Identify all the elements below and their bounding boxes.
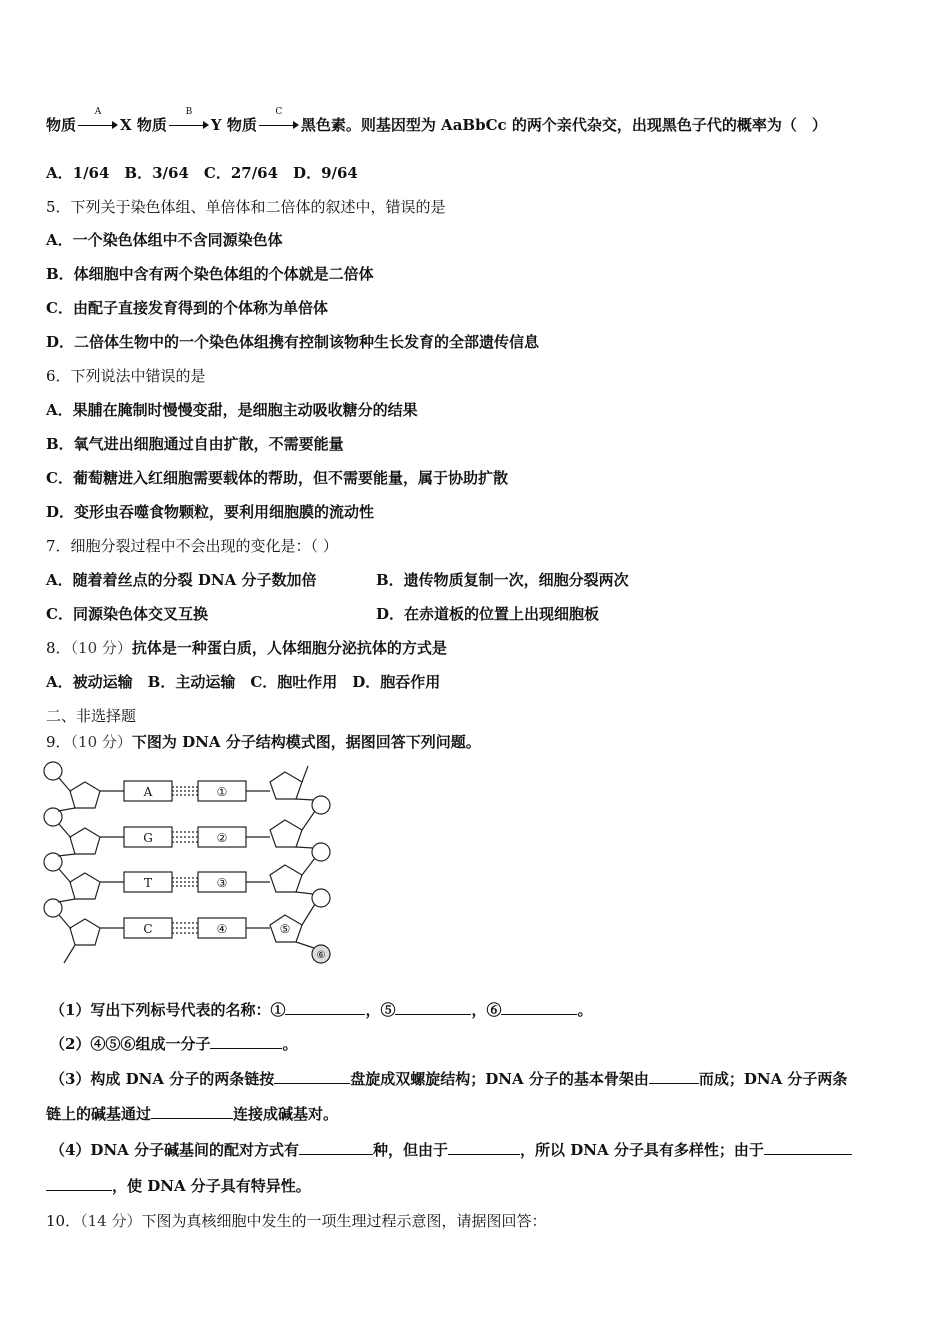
q9-part-3-cont <box>46 1103 338 1124</box>
q7-option-a: A．随着着丝点的分裂 DNA 分子数加倍 <box>46 571 317 589</box>
q4-text-3: Y 物质 <box>210 116 257 134</box>
answer-blank[interactable] <box>764 1140 852 1155</box>
left-sugar-1 <box>70 782 100 808</box>
answer-blank[interactable] <box>299 1140 373 1155</box>
q7-option-c: C．同源染色体交叉互换 <box>46 605 208 623</box>
q8-stem: 抗体是一种蛋白质，人体细胞分泌抗体的方式是 <box>131 639 447 657</box>
q6-option-b: B．氧气进出细胞通过自由扩散，不需要能量 <box>46 435 344 453</box>
q5-option-d: D．二倍体生物中的一个染色体组携有控制该物种生长发育的全部遗传信息 <box>46 333 540 351</box>
label-1: ① <box>216 785 228 799</box>
label-4: ④ <box>216 922 228 936</box>
q9-number: 9． <box>46 733 71 751</box>
q9-part-2 <box>50 1033 297 1054</box>
arrow-b-label: B <box>185 107 193 117</box>
q10-stem: 下图为真核细胞中发生的一项生理过程示意图，请据图回答： <box>141 1212 547 1230</box>
arrow-c-label: C <box>275 107 283 117</box>
q9-p3-text-c: 而成；DNA 分子两条 <box>698 1070 848 1088</box>
left-sugar-3 <box>70 873 100 899</box>
q5-option-b: B．体细胞中含有两个染色体组的个体就是二倍体 <box>46 265 374 283</box>
arrow-c-icon <box>259 107 299 133</box>
q5-stem: 5．下列关于染色体组、单倍体和二倍体的叙述中，错误的是 <box>46 198 446 216</box>
q9-part-4 <box>50 1139 852 1160</box>
answer-blank[interactable] <box>448 1140 520 1155</box>
q9-score: （10 分） <box>70 733 132 751</box>
q8-options: A．被动运输 B．主动运输 C．胞吐作用 D．胞吞作用 <box>46 673 441 691</box>
base-t: T <box>143 876 153 890</box>
q4-stem-line <box>46 107 827 135</box>
q9-p3-text-e: 连接成碱基对。 <box>233 1105 339 1123</box>
q6-option-a: A．果脯在腌制时慢慢变甜，是细胞主动吸收糖分的结果 <box>46 401 418 419</box>
arrow-a-label: A <box>94 107 102 117</box>
q9-p1-text-a: （1）写出下列标号代表的名称：① <box>50 1001 286 1019</box>
q9-p1-text-d: 。 <box>577 1001 593 1019</box>
answer-blank[interactable] <box>210 1034 282 1049</box>
dna-structure-diagram <box>40 758 340 970</box>
q4-text-1: 物质 <box>46 116 77 134</box>
q7-stem: 7．细胞分裂过程中不会出现的变化是：（ ） <box>46 537 338 555</box>
q9-p4-text-c: ，所以 DNA 分子具有多样性；由于 <box>520 1141 764 1159</box>
base-g: G <box>143 831 153 845</box>
q6-option-d: D．变形虫吞噬食物颗粒，要利用细胞膜的流动性 <box>46 503 375 521</box>
answer-blank[interactable] <box>501 1000 577 1015</box>
q8-stem-line <box>46 637 447 658</box>
left-sugar-2 <box>70 828 100 854</box>
q9-p3-text-b: 盘旋成双螺旋结构；DNA 分子的基本骨架由 <box>350 1070 649 1088</box>
q9-p4-text-d: ，使 DNA 分子具有特异性。 <box>112 1177 311 1195</box>
label-5: ⑤ <box>279 922 291 936</box>
q9-p1-text-b: ，⑤ <box>365 1001 396 1019</box>
label-2: ② <box>216 831 228 845</box>
q9-p2-text-b: 。 <box>282 1035 298 1053</box>
q8-score: （10 分） <box>70 639 132 657</box>
q10-stem-line <box>46 1210 546 1231</box>
section-2-heading: 二、非选择题 <box>46 707 137 725</box>
q9-part-4-cont <box>46 1175 311 1196</box>
q8-number: 8． <box>46 639 71 657</box>
q5-option-c: C．由配子直接发育得到的个体称为单倍体 <box>46 299 328 317</box>
answer-blank[interactable] <box>46 1176 112 1191</box>
q6-option-c: C．葡萄糖进入红细胞需要载体的帮助，但不需要能量，属于协助扩散 <box>46 469 508 487</box>
answer-blank[interactable] <box>151 1104 233 1119</box>
q9-p3-text-d: 链上的碱基通过 <box>46 1105 152 1123</box>
left-phosphate-1 <box>44 762 62 780</box>
right-sugar-3 <box>270 865 302 892</box>
answer-blank[interactable] <box>285 1000 365 1015</box>
answer-blank[interactable] <box>395 1000 471 1015</box>
q4-text-2: X 物质 <box>120 116 167 134</box>
arrow-a-icon <box>78 107 118 133</box>
label-3: ③ <box>216 876 228 890</box>
q9-part-3 <box>50 1068 847 1089</box>
right-sugar-2 <box>270 820 302 847</box>
base-a: A <box>143 785 153 799</box>
q10-number: 10． <box>46 1212 81 1230</box>
q10-score: （14 分） <box>80 1212 142 1230</box>
q9-p4-text-b: 种，但由于 <box>373 1141 449 1159</box>
q7-option-b: B．遗传物质复制一次，细胞分裂两次 <box>376 571 629 589</box>
q6-stem: 6．下列说法中错误的是 <box>46 367 206 385</box>
answer-blank[interactable] <box>274 1069 350 1084</box>
answer-blank[interactable] <box>649 1069 699 1084</box>
base-c: C <box>143 922 153 936</box>
arrow-b-icon <box>169 107 209 133</box>
q7-option-d: D．在赤道板的位置上出现细胞板 <box>376 605 600 623</box>
q9-p2-text-a: （2）④⑤⑥组成一分子 <box>50 1035 211 1053</box>
right-sugar-1 <box>270 772 302 799</box>
left-sugar-4 <box>70 919 100 945</box>
q9-p4-text-a: （4）DNA 分子碱基间的配对方式有 <box>50 1141 300 1159</box>
q9-stem-line <box>46 731 481 752</box>
label-6: ⑥ <box>316 950 326 961</box>
q4-text-4: 黑色素。则基因型为 AaBbCc 的两个亲代杂交，出现黑色子代的概率为（ ） <box>300 116 827 134</box>
q9-stem: 下图为 DNA 分子结构模式图，据图回答下列问题。 <box>131 733 481 751</box>
q5-option-a: A．一个染色体组中不含同源染色体 <box>46 231 283 249</box>
q9-p1-text-c: ，⑥ <box>471 1001 502 1019</box>
q9-p3-text-a: （3）构成 DNA 分子的两条链按 <box>50 1070 275 1088</box>
q4-options: A．1/64 B．3/64 C．27/64 D．9/64 <box>46 164 358 182</box>
q9-part-1 <box>50 999 593 1020</box>
